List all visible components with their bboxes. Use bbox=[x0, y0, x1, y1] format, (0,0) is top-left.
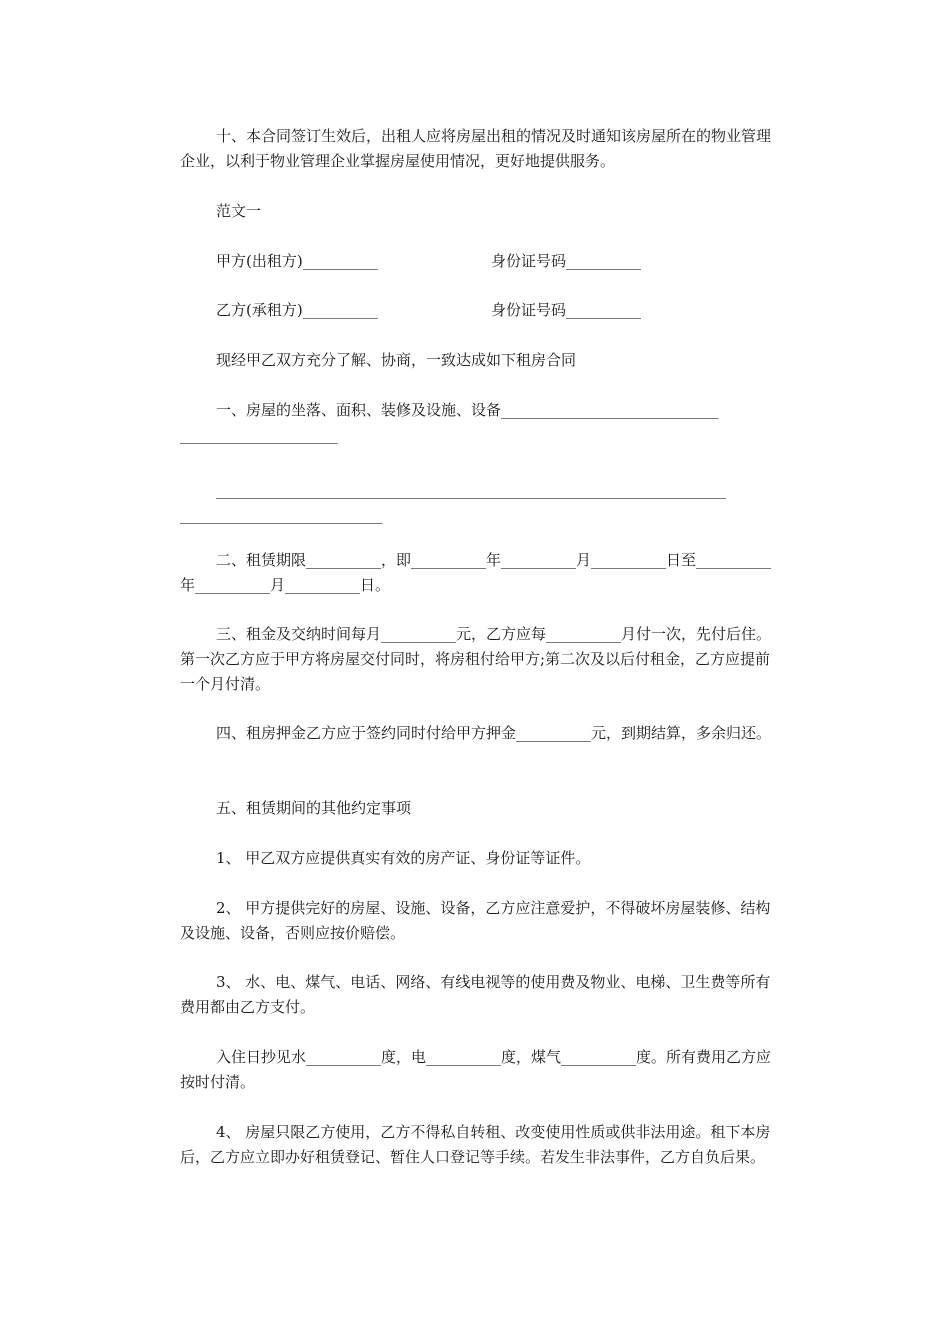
sub-item-4: 4、 房屋只限乙方使用，乙方不得私自转租、改变使用性质或供非法用途。租下本房后，乙方应立即办好租赁登记、暂住人口登记等手续。若发生非法事件，乙方自负后果。 bbox=[180, 1123, 771, 1166]
clause-10: 十、本合同签订生效后，出租人应将房屋出租的情况及时通知该房屋所在的物业管理企业，以利于物业管理企业掌握房屋使用情况，更好地提供服务。 bbox=[180, 127, 772, 170]
item-1-line-4: ___________________________ bbox=[180, 506, 383, 524]
party-a-id-field: 身份证号码__________ bbox=[491, 252, 642, 270]
meter-reading: 入住日抄见水__________度，电__________度，煤气__________度。所有费用乙方应按时付清。 bbox=[180, 1048, 772, 1091]
item-1-line-2: _____________________ bbox=[180, 426, 338, 444]
item-1-line-3: ____________________________________________________________________ bbox=[216, 481, 726, 499]
item-5-heading: 五、租赁期间的其他约定事项 bbox=[216, 799, 412, 817]
item-4-deposit: 四、租房押金乙方应于签约同时付给甲方押金__________元，到期结算，多余归还。 bbox=[216, 724, 772, 742]
item-2-lease-term: 二、租赁期限__________，即__________年__________月__________日至__________年__________月__________日。 bbox=[180, 551, 772, 594]
sub-item-1: 1、 甲乙双方应提供真实有效的房产证、身份证等证件。 bbox=[216, 849, 591, 867]
sub-item-3: 3、 水、电、煤气、电话、网络、有线电视等的使用费及物业、电梯、卫生费等所有费用都由乙方支付。 bbox=[180, 973, 771, 1016]
party-b-id-field: 身份证号码__________ bbox=[491, 301, 642, 319]
contract-intro: 现经甲乙双方充分了解、协商，一致达成如下租房合同 bbox=[216, 351, 577, 369]
party-a-field: 甲方(出租方)__________ bbox=[216, 252, 378, 270]
party-b-field: 乙方(承租方)__________ bbox=[216, 301, 378, 319]
sub-item-2: 2、 甲方提供完好的房屋、设施、设备，乙方应注意爱护，不得破坏房屋装修、结构及设施、设备，否则应按价赔偿。 bbox=[180, 899, 771, 942]
item-3-rent: 三、租金及交纳时间每月__________元，乙方应每__________月付一次，先付后住。第一次乙方应于甲方将房屋交付同时，将房租付给甲方;第二次及以后付租金，乙方应提前一个月付清。 bbox=[180, 625, 772, 693]
sample-title: 范文一 bbox=[216, 202, 262, 220]
item-1-line-1: 一、房屋的坐落、面积、装修及设施、设备_____________________________ bbox=[216, 401, 719, 419]
